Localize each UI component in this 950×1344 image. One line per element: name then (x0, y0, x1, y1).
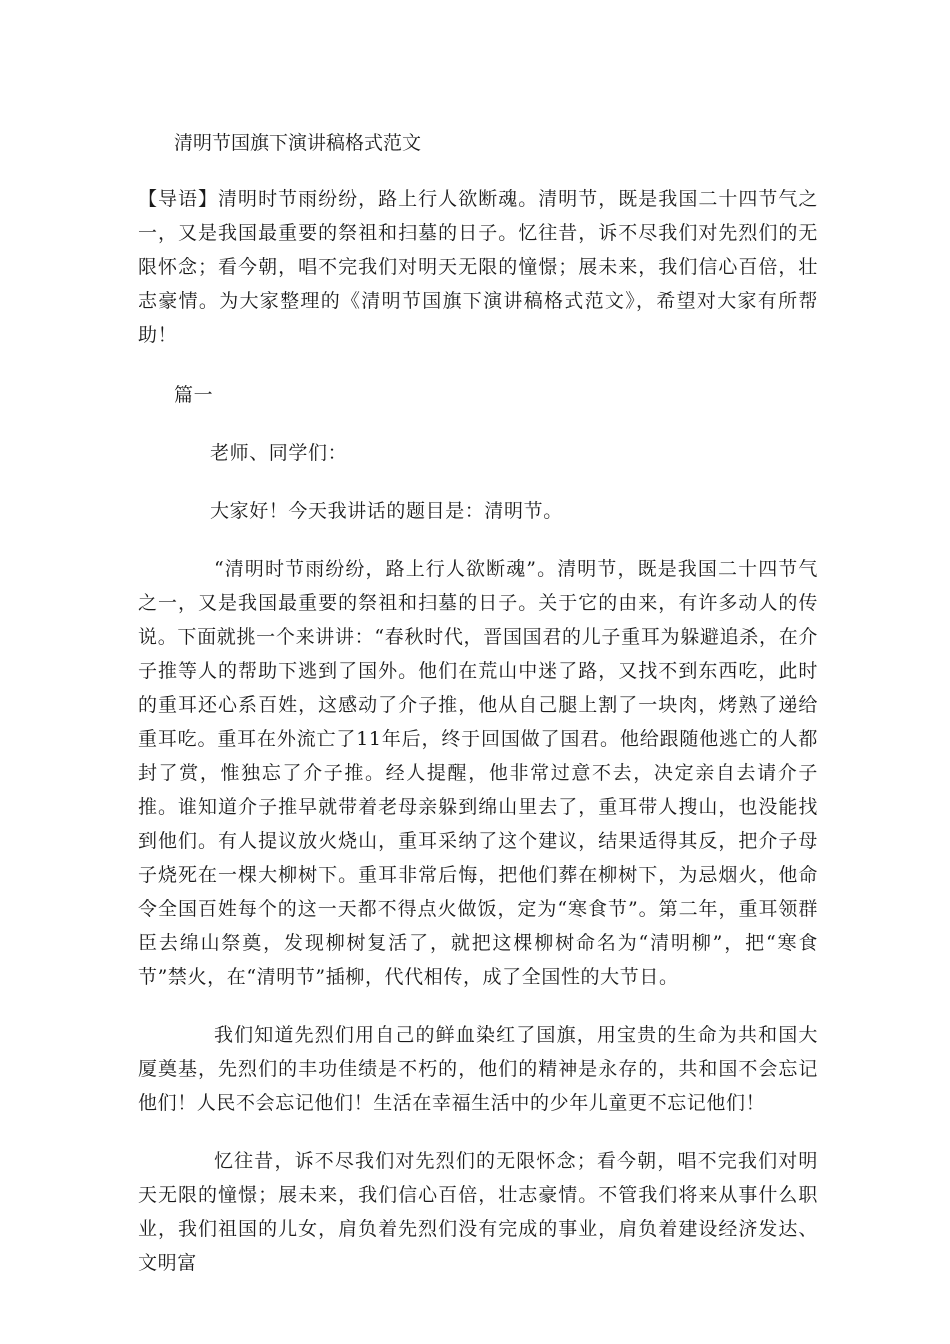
salutation: 老师、同学们： (210, 442, 348, 464)
document-title: 清明节国旗下演讲稿格式范文 (174, 132, 422, 154)
document-page (138, 128, 818, 1280)
greeting: 大家好！今天我讲话的题目是：清明节。 (210, 500, 563, 522)
body-paragraph-future: 忆往昔，诉不尽我们对先烈们的无限怀念；看今朝，唱不完我们对明天无限的憧憬；展未来，我们信心百倍，壮志豪情。不管我们将来从事什么职业，我们祖国的儿女，肩负着先烈们没有完成的事业，肩负着建设经济发达、文明富 (138, 1150, 818, 1274)
body-paragraph-legend: “清明时节雨纷纷，路上行人欲断魂”。清明节，既是我国二十四节气之一，又是我国最重要的祭祖和扫墓的日子。关于它的由来，有许多动人的传说。下面就挑一个来讲讲：“春秋时代，晋国国君的儿子重耳为躲避追杀，在介子推等人的帮助下逃到了国外。他们在荒山中迷了路，又找不到东西吃，此时的重耳还心系百姓，这感动了介子推，他从自己腿上割了一块肉，烤熟了递给重耳吃。重耳在外流亡了11年后，终于回国做了国君。他给跟随他逃亡的人都封了赏，惟独忘了介子推。经人提醒，他非常过意不去，决定亲自去请介子推。谁知道介子推早就带着老母亲躲到绵山里去了，重耳带人搜山，也没能找到他们。有人提议放火烧山，重耳采纳了这个建议，结果适得其反，把介子母子烧死在一棵大柳树下。重耳非常后悔，把他们葬在柳树下，为忌烟火，他命令全国百姓每个的这一天都不得点火做饭，定为“寒食节”。第二年，重耳领群臣去绵山祭奠，发现柳树复活了，就把这棵柳树命名为“清明柳”，把“寒食节”禁火，在“清明节”插柳，代代相传，成了全国性的大节日。 (138, 558, 818, 988)
section-label: 篇一 (174, 384, 214, 406)
intro-paragraph: 【导语】清明时节雨纷纷，路上行人欲断魂。清明节，既是我国二十四节气之一，又是我国最重要的祭祖和扫墓的日子。忆往昔，诉不尽我们对先烈们的无限怀念；看今朝，唱不完我们对明天无限的憧憬；展未来，我们信心百倍，壮志豪情。为大家整理的《清明节国旗下演讲稿格式范文》，希望对大家有所帮助！ (138, 188, 818, 346)
body-paragraph-martyrs: 我们知道先烈们用自己的鲜血染红了国旗，用宝贵的生命为共和国大厦奠基，先烈们的丰功佳绩是不朽的，他们的精神是永存的，共和国不会忘记他们！人民不会忘记他们！生活在幸福生活中的少年儿童更不忘记他们！ (138, 1024, 818, 1114)
